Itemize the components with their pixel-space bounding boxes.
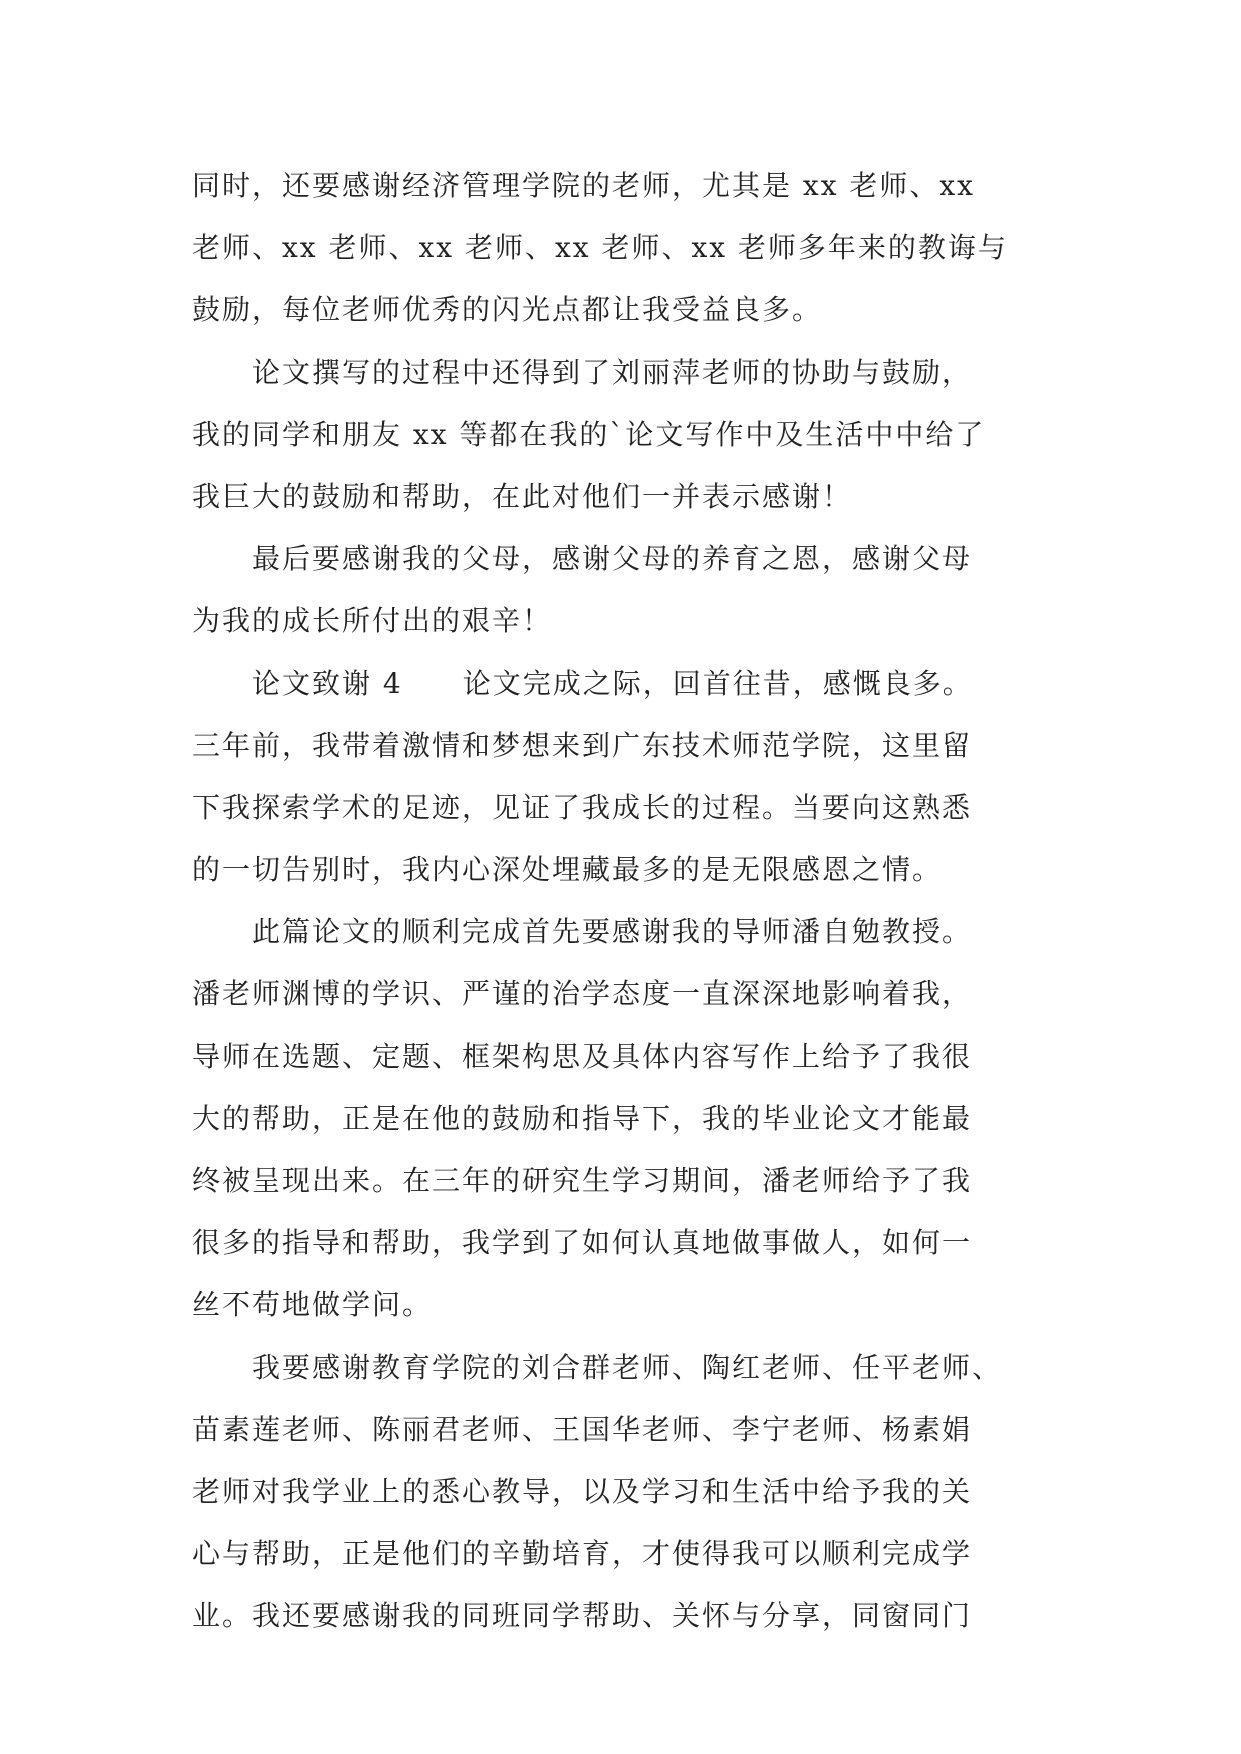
text-line: 业。我还要感谢我的同班同学帮助、关怀与分享，同窗同门 [192, 1599, 973, 1633]
body-text [192, 155, 1072, 1648]
text-line: 丝不苟地做学问。 [192, 1288, 433, 1322]
text-line: 下我探索学术的足迹，见证了我成长的过程。当要向这熟悉 [192, 790, 973, 824]
text-line: 老师、xx 老师、xx 老师、xx 老师、xx 老师多年来的教诲与 [192, 231, 1008, 265]
text-line: 同时，还要感谢经济管理学院的老师，尤其是 xx 老师、xx [192, 169, 975, 202]
text-line: 鼓励，每位老师优秀的闪光点都让我受益良多。 [192, 293, 823, 327]
text-line: 最后要感谢我的父母，感谢父母的养育之恩，感谢父母 [192, 542, 973, 576]
text-line: 三年前，我带着激情和梦想来到广东技术师范学院，这里留 [192, 728, 973, 762]
text-line: 导师在选题、定题、框架构思及具体内容写作上给予了我很 [192, 1039, 973, 1073]
text-line: 我要感谢教育学院的刘合群老师、陶红老师、任平老师、 [192, 1350, 1003, 1384]
text-line: 我的同学和朋友 xx 等都在我的`论文写作中及生活中中给了 [192, 417, 986, 451]
text-line: 很多的指导和帮助，我学到了如何认真地做事做人，如何一 [192, 1226, 973, 1260]
text-line: 潘老师渊博的学识、严谨的治学态度一直深深地影响着我， [192, 977, 973, 1011]
text-line: 的一切告别时，我内心深处埋藏最多的是无限感恩之情。 [192, 853, 943, 887]
text-line: 苗素莲老师、陈丽君老师、王国华老师、李宁老师、杨素娟 [192, 1412, 973, 1446]
text-line: 论文撰写的过程中还得到了刘丽萍老师的协助与鼓励， [192, 355, 973, 389]
text-line: 老师对我学业上的悉心教导，以及学习和生活中给予我的关 [192, 1474, 973, 1508]
text-line: 为我的成长所付出的艰辛！ [192, 604, 553, 638]
text-line: 终被呈现出来。在三年的研究生学习期间，潘老师给予了我 [192, 1164, 973, 1197]
text-line: 此篇论文的顺利完成首先要感谢我的导师潘自勉教授。 [192, 915, 973, 949]
text-line: 心与帮助，正是他们的辛勤培育，才使得我可以顺利完成学 [192, 1537, 973, 1571]
text-line: 论文致谢 4 论文完成之际，回首往昔，感慨良多。 [192, 666, 973, 700]
text-line: 大的帮助，正是在他的鼓励和指导下，我的毕业论文才能最 [192, 1101, 973, 1135]
text-line: 我巨大的鼓励和帮助，在此对他们一并表示感谢！ [192, 479, 853, 513]
